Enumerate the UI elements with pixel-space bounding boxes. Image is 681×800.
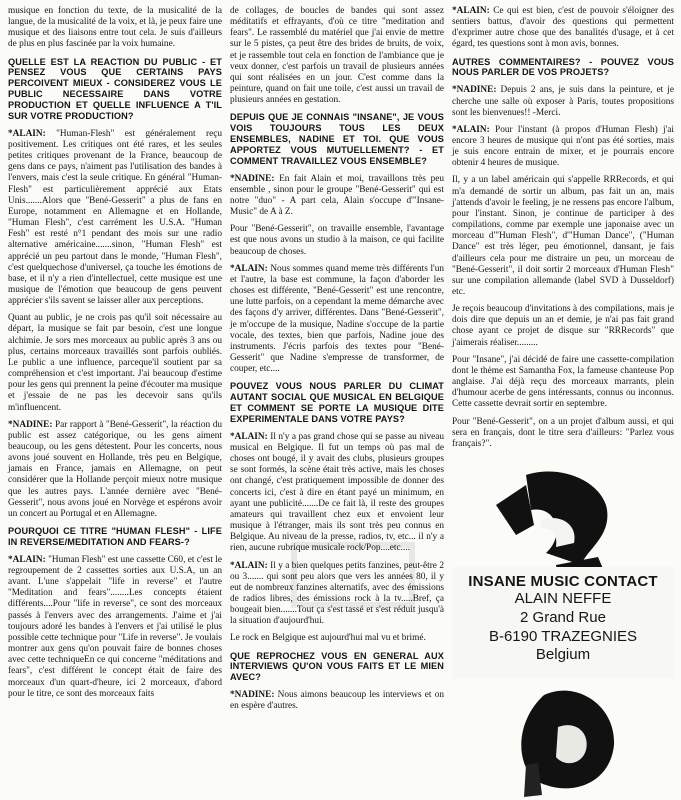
speaker-label: *ALAIN: <box>8 128 46 139</box>
answer-text: Il n'y a pas grand chose qui se passe au niveau musical en Belgique. Il fut un temps où pas mal de choses ont bougé, il y avait des clubs, plusieurs groupes se sont formés, la scène était très active, mais les choses ont changé, c'est pratiquement impossible de donner des concerts ici, c'est à dire en étant payé un minimum, en ayant une publicité.......De ce fait là, il reste des groupes amateurs qui travaillent chez eux et envoient leur musique à l'étranger, mais ils sont très peu connus en Belgique. Au niveau de la presse, radios, tv, etc... il n'y a rien, aucune rubrique musicale rock/Pop....etc.... <box>230 431 444 554</box>
paragraph: Pour "Bené-Gesserit", on a un projet d'album aussi, et qui sera en français, dont le titre sera d'ailleurs: "Parlez vous français?". <box>452 416 674 449</box>
contact-street: 2 Grand Rue <box>520 608 606 626</box>
paragraph: Pour "Insane", j'ai décidé de faire une cassette-compilation dont le thème est Samantha Fox, la fameuse chanteuse Pop anglaise. J'ai déjà reçu des morceaux marrants, plein d'humour acerbe de gens intéressants, connus ou inconnus. Cette cassette devrait sortir en septembre. <box>452 354 674 410</box>
paragraph: de collages, de boucles de bandes qui sont assez méditatifs et effrayants, d'où ce titre "meditation and fears". Le rassemblé du matériel que j'ai envie de mettre sur le 5 pistes, ça peut être des brides de bruits, de voix, et je rassemble tout cela en fonction de l'ambiance que je veux donner, c'est parfois un travail de plusieurs années qui sont réalisées en un jour. C'est comme dans la peinture, quand on fait une toile, c'est aussi un travail de plusieurs années en gestation. <box>230 6 444 106</box>
paragraph: Le rock en Belgique est aujourd'hui mal vu et brimé. <box>230 633 426 644</box>
speaker-label: *ALAIN: <box>230 431 268 442</box>
contact-city: B-6190 TRAZEGNIES <box>488 627 638 645</box>
answer-paragraph <box>452 6 674 51</box>
speaker-label: *ALAIN: <box>452 124 490 135</box>
speaker-label: *NADINE: <box>452 85 497 96</box>
question-heading: DEPUIS QUE JE CONNAIS "INSANE", JE VOUS VOIS TOUJOURS TOUS LES DEUX ENSEMBLES, NADINE ET TOI. QUE VOUS APPORTEZ VOUS MUTUELLEMENT? - ET COMMENT TRAVAILLEZ VOUS ENSEMBLE? <box>230 112 444 166</box>
answer-text: Ce qui est bien, c'est de pouvoir s'éloigner des sentiers battus, d'avoir des questions qui permettent d'exprimer autre chose que des banalités d'usage, et à cet égard, tes questions sont à mon avis, bonnes. <box>452 6 674 50</box>
question-heading: POUVEZ VOUS NOUS PARLER DU CLIMAT AUTANT SOCIAL QUE MUSICAL EN BELGIQUE ET COMMENT SE PORTE LA MUSIQUE DITE EXPERIMENTALE DANS VOTRE PAYS? <box>230 381 444 424</box>
answer-text: Par rapport à "Bené-Gesserit", la réaction du public est assez catégorique, ou les gens aiment beaucoup, ou les gens détestent. Pour les concerts, nous avons joué souvent en Hollande, très peu en Belgique, jamais en France, jamais en Allemagne, on peut considérer que la Hollande perçoit mieux notre musique que les autres pays. L'année dernière avec "Bené-Gesserit", nous avons joué en Norvège et espérons avoir un concert au Portugal et en Allemagne. <box>8 419 222 519</box>
answer-paragraph <box>452 125 674 170</box>
speaker-label: *NADINE: <box>230 690 275 701</box>
answer-paragraph <box>8 420 222 520</box>
answer-text: En fait Alain et moi, travaillons très peu ensemble , sinon pour le groupe "Bené-Gesserit" qui est notre "duo" - A part cela, Alain s'occupe d'"Insane-Music" de A à Z. <box>230 173 444 218</box>
contact-name: ALAIN NEFFE <box>514 590 612 607</box>
answer-paragraph <box>230 690 444 712</box>
answer-paragraph <box>8 129 222 308</box>
answer-text: "Human Flesh" est une cassette C60, et c'est le regroupement de 2 cassettes sorties aux U.S.A, un an avant. L'une s'appelait "life in reverse" et l'autre "Meditation and fears"........Les concepts étaient différents....Pour "life in reverse", ce sont des morceaux passés à l'envers avec des arrangements. J'aime et j'ai toujours adoré les bandes à l'envers et j'ai utilisé le plus possible cette technique pour "Life in reverse". Je voulais montrer aux gens qu'on pouvait faire de bonnes choses avec cette techniqueEn ce qui concerne "méditations and fears", c'est différent le concept était de faire des morceaux d'un quart-d'heure, ici 2 morceaux, d'abord pour le titre, ce sont des morceaux faits <box>8 554 222 699</box>
answer-text: Nous sommes quand meme très différents l'un et l'autre, la base est commune, la façon d'aborder les choses est différente, "Bené-Gesserit" est une rencontre, une lutte parfois, on a cependant la meme démarche avec des façons d'y arriver, différentes. Dans "Bené-Gesserit", je m'occupe de la musique, Nadine s'occupe de la partie vocale, des textes, bien que parfois, Nadine joue des instruments. J'écris parfois des textes pour "Bené-Gesserit" que Nadine s'empresse de transformer, de couper, etc.... <box>230 263 444 375</box>
answer-text: Pour l'instant (à propos d'Human Flesh) j'ai encore 3 heures de musique qui n'ont pas été sorties, mais je suis encore entrain de mixer, et je pourrais encore obtenir 4 heures de musique. <box>452 124 674 169</box>
answer-paragraph <box>8 555 222 700</box>
answer-paragraph <box>452 85 674 118</box>
answer-paragraph <box>230 174 444 219</box>
answer-text: Il y a bien quelques petits fanzines, peut-être 2 ou 3....... qui sont peu alors que vers les années 80, il y eut de nombreux fanzines alternatifs, avec des émissions de radios libres, des émissions rock à la tv.....Bref, ça bougeait bien.......Tout ça s'est tassé et s'est réduit jusqu'à la situation d'aujourd'hui. <box>230 560 444 627</box>
speaker-label: *NADINE: <box>8 419 53 430</box>
speaker-label: *ALAIN: <box>230 263 268 274</box>
speaker-label: *ALAIN: <box>8 554 46 565</box>
speaker-label: *ALAIN: <box>452 6 490 16</box>
column-1 <box>8 6 222 706</box>
question-heading: AUTRES COMMENTAIRES? - POUVEZ VOUS NOUS PARLER DE VOS PROJETS? <box>452 56 674 78</box>
answer-text: Nous aimons beaucoup les interviews et on en espère d'autres. <box>230 690 444 712</box>
paragraph: musique en fonction du texte, de la musicalité de la langue, de la musicalité de la voix, et là, je peux faire une musique et des liaisons entre tout cela. Je suis d'ailleurs de plus en plus fascinée par la voix humaine. <box>8 6 223 50</box>
paragraph: Pour "Bené-Gesserit", on travaille ensemble, l'avantage est que nous avons un studio à la maison, ce qui facilite beaucoup de choses. <box>230 224 444 257</box>
speaker-label: *ALAIN: <box>230 560 268 571</box>
speaker-label: *NADINE: <box>230 173 275 184</box>
paragraph: Il, y a un label américain qui s'appelle RRRecords, et qui m'a demandé de sortir un album, pas fait un an, mais j'attends d'avoir le feeling, je ne ressens pas encore l'album, pour l'instant. Sinon, je continue de participer à des compilations, comme par exemple une japonaise avec un morceau d'"Human Flesh", d'"Human Dance", ("Human Dance" est très léger, peu émotionnel, dansant, je fais d'ailleurs cela pour me distraire un peu, un morceau de "Bené-Gesserit", il doit sortir 2 morceaux d'Human Flesh" sur une compilation allemande (label SVD à Dusseldorf) etc. <box>452 175 674 297</box>
contact-title: INSANE MUSIC CONTACT <box>468 573 658 590</box>
column-3 <box>452 6 674 456</box>
paragraph: Quant au public, je ne crois pas qu'il soit nécessaire au départ, la musique se fait par besoin, c'est une longue alchimie. Je sors mes morceaux au public après 3 ans ou plus, certains morceaux travaillés sont parfois oubliés. Le public a une influence, parceque'il soutient par sa compréhension et c'est important. J'ai beaucoup d'estime pour les gens qui prennent la peine d'écouter ma musique et j'essaie de ne pas les decevoir sans qu'ils m'influencent. <box>8 313 222 413</box>
contact-stamp <box>452 567 674 679</box>
contact-country: Belgium <box>535 646 591 664</box>
answer-text: "Human-Flesh" est généralement reçu positivement. Les critiques ont été rares, et les seules petites critiques provenant de la France, beaucoup de gens dans ce pays, n'aiment pas l'utilisation des bandes à l'envers, mais c'est la seule critique. En général "Human-Flesh" est particulièrement apprécié aux Etats Unis.......Alors que "Bené-Gesserit" a plus de fans en Europe, notamment en Allemagne et en Hollande, "Human Flesh", c'est carrément les U.S.A. "Human Fesh" est resté n°1 pendant des mois sur une radio alternative américaine.......sinon, "Human Flesh" est apprécié un peu partout dans le monde, "Human Flesh", c'est quelquechose d'universel, ça touche les émotions de base, et il n'y a rien d'intellectuel, cette musique est une musique de l'émotion que beaucoup de gens peuvent apprécier s'ils savent se laisser aller aux perceptions. <box>8 128 222 307</box>
question-heading: POURQUOI CE TITRE "HUMAN FLESH" - LIFE IN REVERSE/MEDITATION AND FEARS-? <box>8 526 222 547</box>
question-heading: QUELLE EST LA REACTION DU PUBLIC - ET PENSEZ VOUS QUE CERTAINS PAYS PERCOIVENT MIEUX - CONSIDEREZ VOUS LE PUBLIC NECESSAIRE DANS VOTRE PRODUCTION ET QUELLE INFLUENCE A T'IL SUR VOTRE PRODUCTION? <box>8 56 222 121</box>
answer-text: Depuis 2 ans, je suis dans la peinture, et je cherche une salle où exposer à Paris, toutes propositions sont les bienvenues!! -Merci. <box>452 85 674 118</box>
question-heading: QUE REPROCHEZ VOUS EN GENERAL AUX INTERVIEWS QU'ON VOUS FAITS ET LE MIEN AVEC? <box>230 650 444 683</box>
answer-paragraph <box>230 264 444 376</box>
paragraph: Je reçois beaucoup d'invitations à des compilations, mais je dois dire que depuis un an et demie, je n'ai pas fait grand chose ayant ce projet de disque sur "RRRecords" que j'aimerais réaliser......... <box>452 304 674 348</box>
faint-logo-watermark <box>288 535 418 615</box>
